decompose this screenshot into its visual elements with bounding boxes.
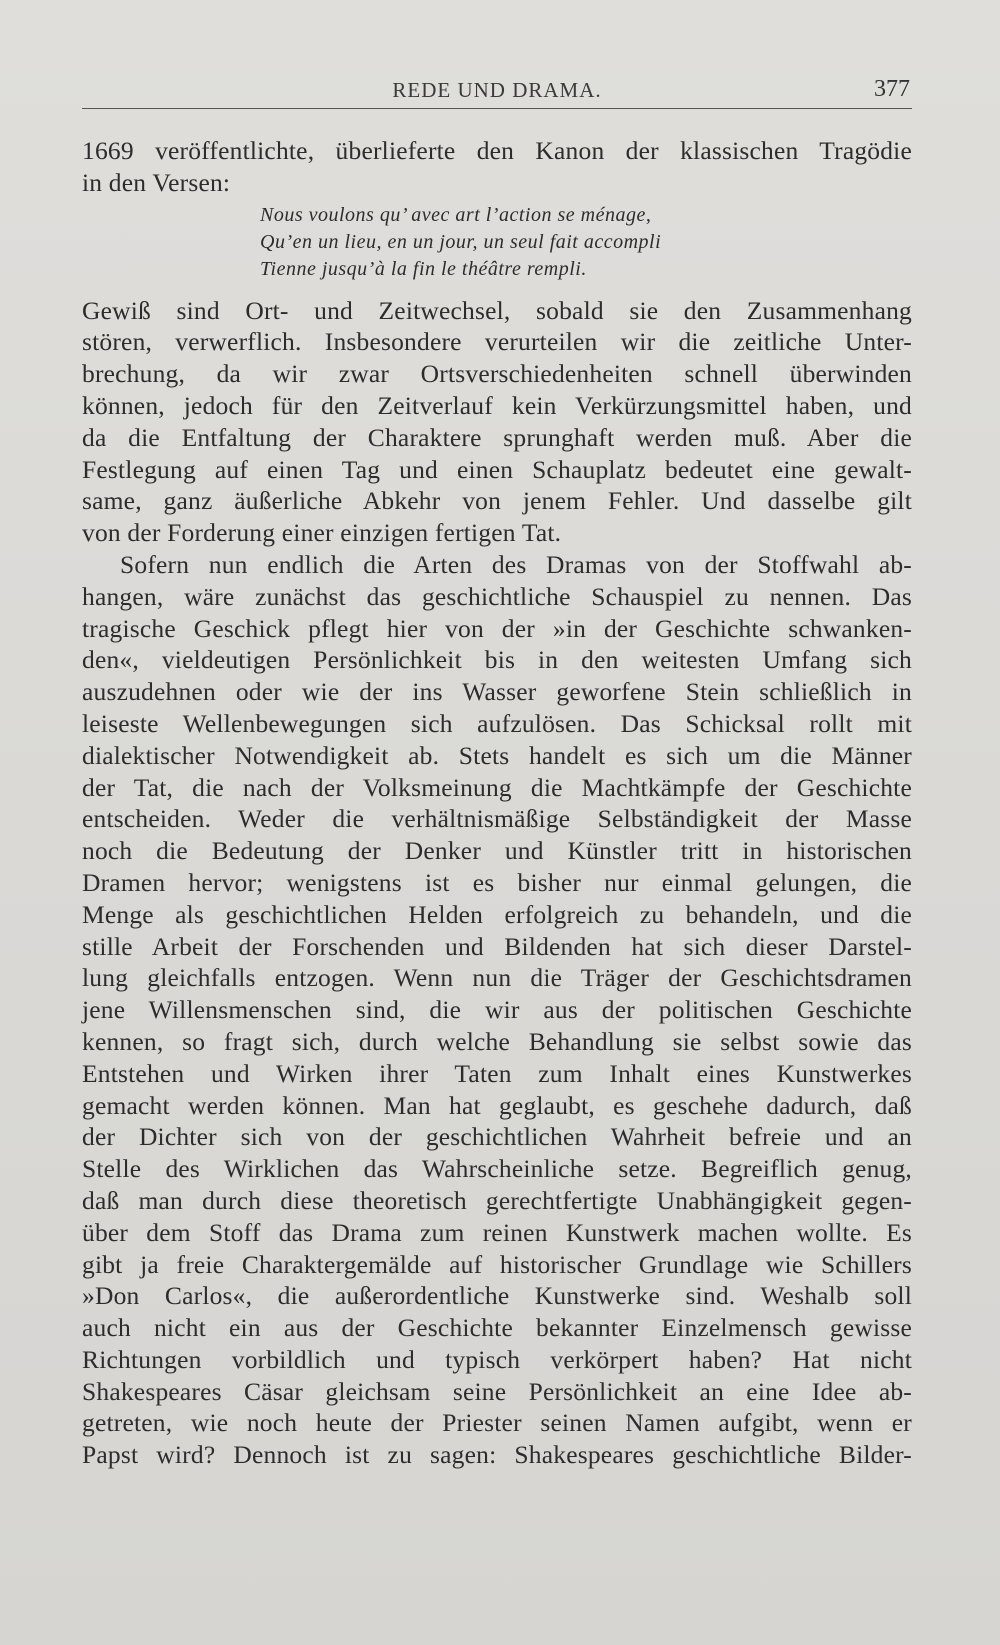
text-line: auszudehnen oder wie der ins Wasser geworfene Stein schließlich in — [82, 677, 912, 707]
page-number: 377 — [874, 76, 910, 102]
text-line: der Tat, die nach der Volksmeinung die Machtkämpfe der Geschichte — [82, 772, 912, 802]
text-line: stören, verwerflich. Insbesondere verurteilen wir die zeitliche Unter- — [82, 327, 912, 357]
text-line: Shakespeares Cäsar gleichsam seine Persönlichkeit an eine Idee ab- — [82, 1376, 912, 1406]
verse-line: Qu’en un lieu, en un jour, un seul fait accompli — [260, 230, 662, 253]
text-line: tragische Geschick pflegt hier von der »in der Geschichte schwanken- — [82, 613, 912, 643]
verse-line: Tienne jusqu’à la fin le théâtre rempli. — [260, 257, 587, 280]
text-line: kennen, so fragt sich, durch welche Behandlung sie selbst sowie das — [82, 1026, 912, 1056]
body-text — [82, 135, 912, 1471]
text-line: stille Arbeit der Forschenden und Bildenden hat sich dieser Darstel- — [82, 931, 912, 961]
running-head — [82, 78, 912, 109]
text-line: Richtungen vorbildlich und typisch verkörpert haben? Hat nicht — [82, 1344, 912, 1374]
text-line: gemacht werden können. Man hat geglaubt, es geschehe dadurch, daß — [82, 1090, 912, 1120]
text-line: über dem Stoff das Drama zum reinen Kunstwerk machen wollte. Es — [82, 1217, 912, 1247]
text-line: getreten, wie noch heute der Priester seinen Namen aufgibt, wenn er — [82, 1408, 912, 1438]
text-line: jene Willensmenschen sind, die wir aus der politischen Geschichte — [82, 995, 912, 1025]
text-line: daß man durch diese theoretisch gerechtfertigte Unabhängigkeit gegen- — [82, 1185, 912, 1215]
text-line: hangen, wäre zunächst das geschichtliche Schauspiel zu nennen. Das — [82, 581, 912, 611]
running-title: REDE UND DRAMA. — [392, 78, 602, 102]
text-line: Gewiß sind Ort- und Zeitwechsel, sobald sie den Zusammenhang — [82, 295, 912, 325]
text-line: leiseste Wellenbewegungen sich aufzulösen. Das Schicksal rollt mit — [82, 708, 912, 738]
text-line: den«, vieldeutigen Persönlichkeit bis in den weitesten Umfang sich — [82, 645, 912, 675]
text-line: Dramen hervor; wenigstens ist es bisher nur einmal gelungen, die — [82, 867, 912, 897]
paragraph-2 — [82, 295, 912, 549]
text-line: noch die Bedeutung der Denker und Künstler tritt in historischen — [82, 836, 912, 866]
text-line: 1669 veröffentlichte, überlieferte den Kanon der klassischen Tragödie — [82, 136, 912, 165]
text-line: in den Versen: — [82, 167, 231, 197]
text-line: brechung, da wir zwar Ortsverschiedenheiten schnell überwinden — [82, 359, 912, 389]
text-line: Festlegung auf einen Tag und einen Schauplatz bedeutet eine gewalt- — [82, 454, 912, 484]
text-line: Entstehen und Wirken ihrer Taten zum Inhalt eines Kunstwerkes — [82, 1058, 912, 1088]
text-line: gibt ja freie Charaktergemälde auf historischer Grundlage wie Schillers — [82, 1249, 912, 1279]
text-line: Sofern nun endlich die Arten des Dramas von der Stoffwahl ab- — [120, 549, 912, 579]
text-line: der Dichter sich von der geschichtlichen Wahrheit befreie und an — [82, 1122, 912, 1152]
verse-quote — [260, 202, 740, 283]
verse-line: Nous voulons qu’ avec art l’action se ménage, — [260, 203, 652, 226]
text-line: auch nicht ein aus der Geschichte bekannter Einzelmensch gewisse — [82, 1313, 912, 1343]
text-line: same, ganz äußerliche Abkehr von jenem Fehler. Und dasselbe gilt — [82, 486, 912, 516]
text-line: »Don Carlos«, die außerordentliche Kunstwerke sind. Weshalb soll — [82, 1281, 912, 1311]
paragraph-3 — [82, 549, 912, 1471]
text-line: lung gleichfalls entzogen. Wenn nun die Träger der Geschichtsdramen — [82, 963, 912, 993]
paragraph-1 — [82, 135, 912, 199]
text-line: Menge als geschichtlichen Helden erfolgreich zu behandeln, und die — [82, 899, 912, 929]
text-line: da die Entfaltung der Charaktere sprunghaft werden muß. Aber die — [82, 422, 912, 452]
text-line: können, jedoch für den Zeitverlauf kein Verkürzungsmittel haben, und — [82, 390, 912, 420]
text-line: Papst wird? Dennoch ist zu sagen: Shakespeares geschichtliche Bilder- — [82, 1440, 912, 1470]
text-line: von der Forderung einer einzigen fertigen Tat. — [82, 518, 562, 548]
text-line: dialektischer Notwendigkeit ab. Stets handelt es sich um die Männer — [82, 740, 912, 770]
text-line: Stelle des Wirklichen das Wahrscheinliche setze. Begreiflich genug, — [82, 1154, 912, 1184]
text-line: entscheiden. Weder die verhältnismäßige Selbständigkeit der Masse — [82, 804, 912, 834]
